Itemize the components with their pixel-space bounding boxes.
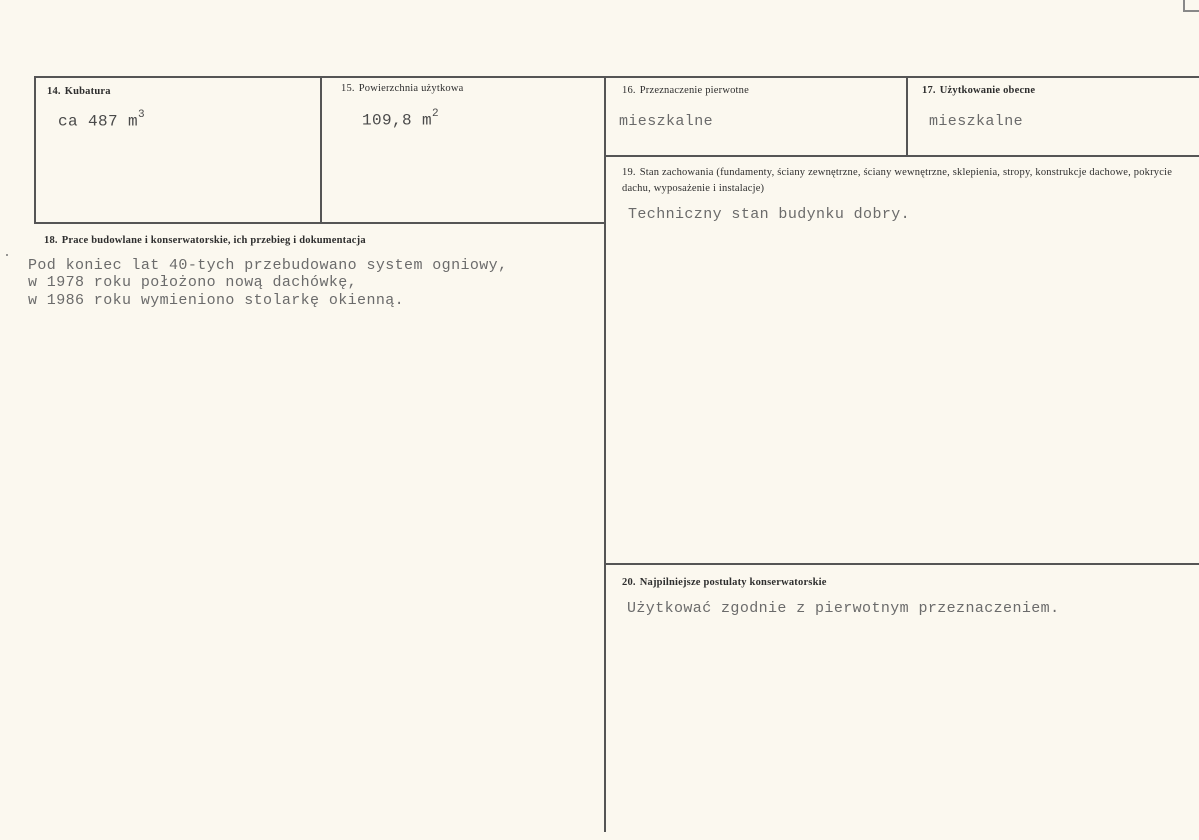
divider-14-15 bbox=[320, 76, 322, 224]
field-14-title: Kubatura bbox=[64, 86, 111, 97]
top-rule bbox=[34, 76, 1199, 78]
field-20-label bbox=[622, 577, 827, 588]
field-18-label bbox=[44, 235, 366, 246]
field-18-line-1: Pod koniec lat 40-tych przebudowano system ogniowy, bbox=[28, 257, 508, 274]
field-16-value: mieszkalne bbox=[619, 113, 714, 130]
field-18-title: Prace budowlane i konserwatorskie, ich przebieg i dokumentacja bbox=[61, 235, 366, 246]
field-18-line-2: w 1978 roku położono nową dachówkę, bbox=[28, 274, 358, 291]
field-17-value: mieszkalne bbox=[929, 113, 1024, 130]
field-15-title: Powierzchnia użytkowa bbox=[358, 83, 464, 94]
field-18-number: 18. bbox=[44, 235, 58, 246]
rule-under-19 bbox=[606, 563, 1199, 565]
field-16-number: 16. bbox=[622, 85, 636, 96]
field-16-title: Przeznaczenie pierwotne bbox=[639, 85, 749, 96]
left-rule-top bbox=[34, 76, 36, 224]
field-20-value: Użytkować zgodnie z pierwotnym przeznaczeniem. bbox=[627, 600, 1060, 617]
field-16-label bbox=[622, 85, 749, 96]
field-17-title: Użytkowanie obecne bbox=[939, 85, 1036, 96]
field-19-title: Stan zachowania (fundamenty, ściany zewnętrzne, ściany wewnętrzne, sklepienia, stropy, konstrukcje dachowe, pokrycie dachu, wyposażenie i instalacje) bbox=[622, 167, 1173, 194]
rule-under-16-17 bbox=[606, 155, 1199, 157]
field-19-label bbox=[622, 165, 1177, 197]
field-18-line-3: w 1986 roku wymieniono stolarkę okienną. bbox=[28, 292, 405, 309]
field-14-label bbox=[47, 86, 111, 97]
field-15-label bbox=[341, 83, 464, 94]
field-19-number: 19. bbox=[622, 167, 636, 178]
field-15-value-sup: 2 bbox=[432, 108, 440, 120]
field-17-label bbox=[922, 85, 1035, 96]
field-15-number: 15. bbox=[341, 83, 355, 94]
divider-16-17 bbox=[906, 76, 908, 156]
field-14-value bbox=[58, 111, 145, 130]
margin-dot bbox=[6, 254, 8, 256]
field-15-value bbox=[362, 110, 439, 129]
field-17-number: 17. bbox=[922, 85, 936, 96]
field-14-value-sup: 3 bbox=[138, 109, 146, 121]
field-14-value-text: ca 487 m bbox=[58, 112, 139, 131]
field-14-number: 14. bbox=[47, 86, 61, 97]
field-20-number: 20. bbox=[622, 577, 636, 588]
field-19-value: Techniczny stan budynku dobry. bbox=[628, 206, 911, 223]
corner-mark bbox=[1183, 0, 1199, 12]
field-20-title: Najpilniejsze postulaty konserwatorskie bbox=[639, 577, 827, 588]
center-divider bbox=[604, 76, 606, 832]
field-15-value-text: 109,8 m bbox=[362, 111, 433, 130]
